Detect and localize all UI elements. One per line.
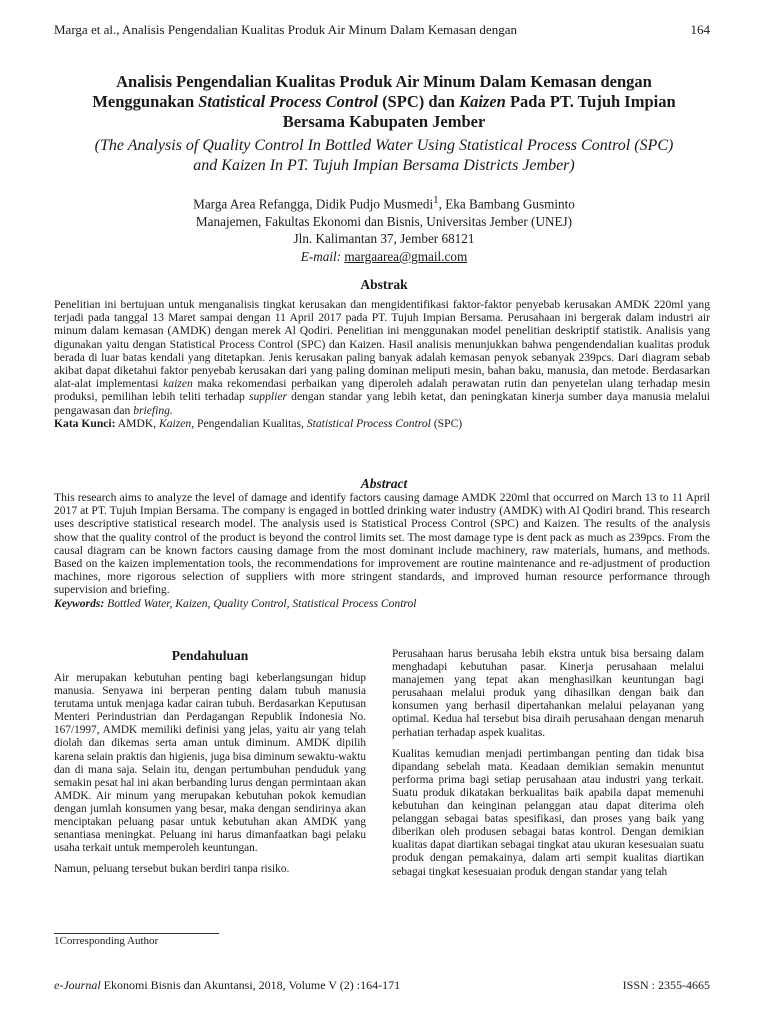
running-header xyxy=(54,22,710,38)
kata-kunci-italic: Statistical Process Control xyxy=(306,416,431,430)
issn: ISSN : 2355-4665 xyxy=(622,978,710,992)
abstrak-body xyxy=(54,298,710,430)
english-title-line-2: and Kaizen In PT. Tujuh Impian Bersama Districts Jember) xyxy=(193,157,575,174)
keywords-label: Keywords: xyxy=(54,596,105,610)
abstract-heading: Abstract xyxy=(360,476,408,491)
kata-kunci-text: Pengendalian Kualitas, xyxy=(194,416,307,430)
pendahuluan-heading: Pendahuluan xyxy=(171,648,249,663)
footnote-marker: 1 xyxy=(433,194,439,206)
author-affiliation: Manajemen, Fakultas Ekonomi dan Bisnis, Universitas Jember (UNEJ) xyxy=(195,213,573,229)
author-list-rest: , Eka Bambang Gusminto xyxy=(438,196,575,212)
abstrak-heading: Abstrak xyxy=(360,277,408,292)
paper-title xyxy=(40,72,728,132)
kata-kunci-text: (SPC) xyxy=(430,416,463,430)
author-list: Marga Area Refangga, Didik Pudjo Musmedi xyxy=(193,196,434,212)
title-line-2 xyxy=(40,92,728,112)
email-link[interactable]: margaarea@gmail.com xyxy=(344,248,468,264)
journal-details: Ekonomi Bisnis dan Akuntansi, 2018, Volume V (2) :164-171 xyxy=(100,978,401,992)
title-text: Pada PT. Tujuh Impian xyxy=(505,92,676,111)
journal-citation xyxy=(54,978,400,993)
title-line-1: Analisis Pengendalian Kualitas Produk Air Minum Dalam Kemasan dengan xyxy=(116,72,652,91)
abstract-paragraph: This research aims to analyze the level of damage and identify factors causing damage AMDK 220ml that occurred on March 13 to 11 April 2017 at PT. Tujuh Impian Bersama. The company is engaged in bottled drinking water industry (AMDK) with Al Qodiri brand. This research uses descriptive statistical research model. The analysis used is Statistical Process Control (SPC) and Kaizen. The results of the analysis show that the quality control of the product is beyond the control limits set. The most damage type is dent pack as much as 239pcs. From the causal diagram can be known factors causing damage from the most dominant include machinery, raw materials, humans, and methods. Based on the kaizen implementation tools, the recommendations for improvement are routine maintenance and re-adjustment of production machines, more rigorous selection of suppliers with more stringent standards, and improved human resource performance through supervision and briefing. xyxy=(54,491,710,597)
author-email-row xyxy=(40,248,728,266)
page-number: 164 xyxy=(690,22,710,37)
left-paragraph-2: Namun, peluang tersebut bukan berdiri tanpa risiko. xyxy=(54,863,290,876)
kata-kunci xyxy=(54,417,710,430)
keywords xyxy=(54,597,710,610)
english-title xyxy=(40,136,728,176)
abstrak-text: dengan standar yang lebih ketat, dan peningkatan kinerja sumber daya manusia melalui pengawasan dan xyxy=(54,390,710,417)
right-column xyxy=(392,648,704,887)
title-text: (SPC) dan xyxy=(377,92,460,111)
keywords-text: Bottled Water, Kaizen, Quality Control, Statistical Process Control xyxy=(104,596,417,610)
abstrak-text: maka rekomendasi perbaikan yang diperoleh adalah perawatan rutin dan penyetelan ulang terhadap mesin produksi, pemilihan lebih teliti terhadap xyxy=(54,377,710,404)
footnote-divider xyxy=(54,933,219,934)
page-footer xyxy=(54,978,710,993)
email-label: E-mail: xyxy=(300,248,342,264)
abstrak-italic: briefing. xyxy=(133,403,173,417)
title-italic-kaizen: Kaizen xyxy=(459,92,506,111)
left-paragraph-1: Air merupakan kebutuhan penting bagi keberlangsungan hidup manusia. Senyawa ini berperan penting dalam tubuh manusia terutama untuk menjaga kadar cairan tubuh. Berdasarkan Keputusan Menteri Perindustrian dan Perdagangan Republik Indonesia No. 167/1997, AMDK memiliki definisi yang jelas, yaitu air yang telah diolah dan dikemas serta aman untuk diminum. AMDK dipilih karena selain praktis dan higienis, juga bisa diminum sewaktu-waktu dan di mana saja. Selain itu, dengan pertumbuhan penduduk yang semakin pesat hal ini akan berbanding lurus dengan permintaan akan AMDK. Air minum yang merupakan kebutuhan pokok kemudian dengan jumlah konsumen yang besar, maka dengan sendirinya akan menciptakan peluang pasar untuk kebutuhan akan AMDK yang senantiasa meningkat. Peluang ini harus dimanfaatkan bagi pelaku usaha terkait untuk memperoleh keuntungan. xyxy=(54,672,366,855)
author-block xyxy=(40,192,728,265)
abstrak-text: Penelitian ini bertujuan untuk menganalisis tingkat kerusakan dan mengidentifikasi faktor-faktor penyebab kerusakan AMDK 220ml yang terjadi pada tanggal 13 Maret sampai dengan 11 April 2017 pada PT. Tujuh Impian Bersama. Perusahaan ini bergerak dalam industri air minum dalam kemasan (AMDK) dengan merek Al Qodiri. Penelitian ini menggunakan model penelitian deskriptif statistik. Analisis yang digunakan yaitu dengan Statistical Process Control (SPC) dan Kaizen. Hasil analisis menunjukkan bahwa pengendendalian kualitas produk berada di luar batas kendali yang ditetapkan. Jenis kerusakan paling banyak adalah kemasan penyok sebanyak 239pcs. Dari diagram sebab akibat dapat diketahui faktor penyebab kerusakan dari yang paling dominan meliputi mesin, bahan baku, manusia, dan metode. Berdasarkan alat-alat implementasi xyxy=(54,298,710,391)
kata-kunci-italic: Kaizen, xyxy=(159,416,195,430)
right-paragraph-2: Kualitas kemudian menjadi pertimbangan penting dan tidak bisa dipandang sebelah mata. Keadaan demikian semakin menuntut performa prima bagi setiap perusahaan atau industri yang terkait. Suatu produk dikatakan berkualitas baik apabila dapat memenuhi kebutuhan dan keinginan pelanggan atau dapat diterima oleh pelanggan sebagai batas spesifikasi, dan proses yang baik yang diberikan oleh produsen sebagai batas kontrol. Dengan demikian kualitas dapat diartikan sebagai tingkat atau ukuran kesesuaian suatu produk dengan pemakainya, dalam arti sempit kualitas diartikan sebagai tingkat kesesuaian produk dengan standar yang telah xyxy=(392,747,704,878)
abstrak-italic: kaizen xyxy=(163,377,193,391)
author-names xyxy=(40,192,728,213)
title-line-3: Bersama Kabupaten Jember xyxy=(282,112,486,131)
left-column xyxy=(54,672,366,884)
title-text: Menggunakan xyxy=(92,92,199,111)
abstract-body xyxy=(54,491,710,610)
author-address: Jln. Kalimantan 37, Jember 68121 xyxy=(293,231,475,247)
abstrak-italic: supplier xyxy=(248,390,287,404)
journal-name-italic: e-Journal xyxy=(54,978,101,992)
english-title-line-1: (The Analysis of Quality Control In Bottled Water Using Statistical Process Control (SPC) xyxy=(94,137,674,154)
title-italic-spc: Statistical Process Control xyxy=(198,92,378,111)
kata-kunci-text: AMDK, xyxy=(115,416,159,430)
abstrak-paragraph xyxy=(54,298,710,417)
right-paragraph-1: Perusahaan harus berusaha lebih ekstra untuk bisa bersaing dalam menghadapi kebutuhan pasar. Kinerja perusahaan melalui manajemen yang tepat akan menghasilkan keuntungan bagi perusahaan melalui produk yang dihasilkan dengan baik dan konsumen yang berhasil dipertahankan melalui pelayanan yang optimal. Kedua hal tersebut bisa diraih perusahaan dengan menaruh perhatian terhadap aspek kualitas. xyxy=(392,648,704,739)
kata-kunci-label: Kata Kunci: xyxy=(54,416,116,430)
running-title: Marga et al., Analisis Pengendalian Kualitas Produk Air Minum Dalam Kemasan dengan xyxy=(54,22,517,37)
footnote: 1Corresponding Author xyxy=(54,935,159,947)
